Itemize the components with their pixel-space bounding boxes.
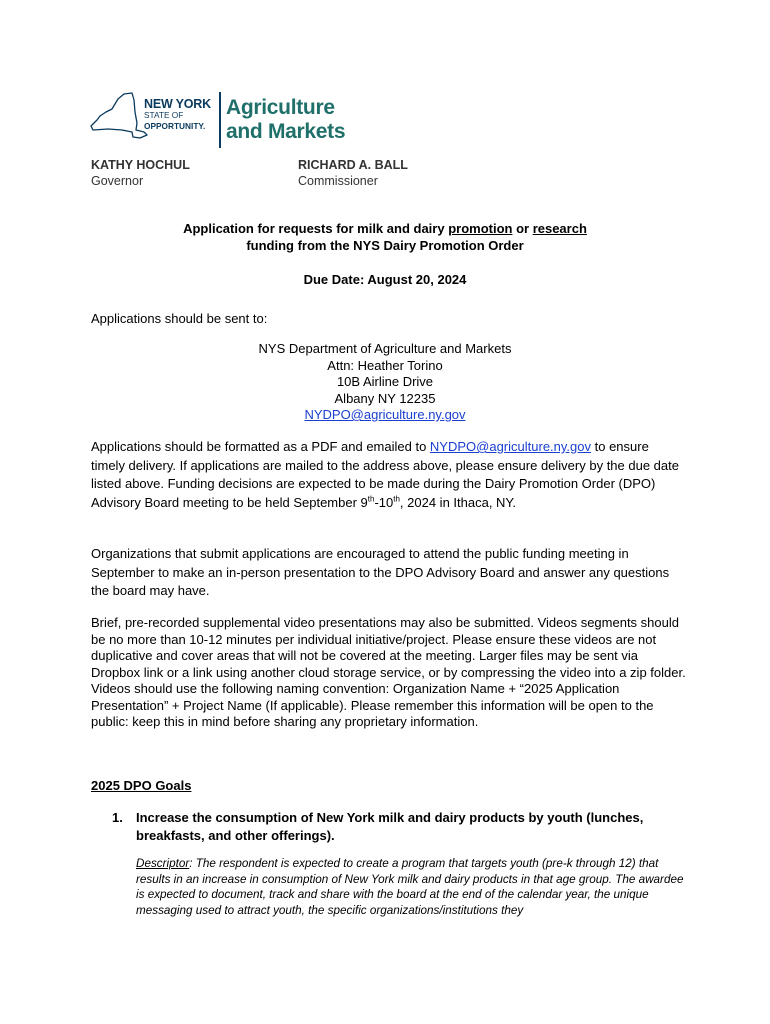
- descriptor-text: : The respondent is expected to create a program that targets youth (pre-k through 12) that results in an increase in consumption of New York milk and dairy products in that age group. The awardee is expected to document, track and share with the board at the end of the calendar year, the unique messaging used to attract youth, the specific organizations/institutions they: [136, 857, 684, 917]
- mailing-address: [0, 341, 770, 424]
- address-line2: Attn: Heather Torino: [327, 357, 443, 373]
- para1-sup2: th: [393, 494, 400, 504]
- agency-line2: and Markets: [226, 120, 346, 143]
- title-research: research: [532, 221, 587, 236]
- commissioner-name: RICHARD A. BALL: [298, 158, 408, 172]
- governor-title: Governor: [91, 174, 144, 188]
- descriptor-label: Descriptor: [136, 857, 190, 870]
- sent-to-label: Applications should be sent to:: [91, 311, 268, 326]
- para1-text-a: Applications should be formatted as a PDF and emailed to: [91, 439, 430, 454]
- due-date: Due Date: August 20, 2024: [303, 272, 467, 287]
- commissioner-block: [298, 157, 408, 189]
- video-paragraph: Brief, pre-recorded supplemental video presentations may also be submitted. Videos segments should be no more than 10-12 minutes per individual initiative/project. Please ensure these videos are not duplicative and cover areas that will not be covered at the meeting. Larger files may be sent via Dropbox link or a link using another cloud storage service, or by compressing the video into a zip folder. Videos should use the following naming convention: Organization Name + “2025 Application Presentation” + Project Name (If applicable). Please remember this information will be open to the public: keep this in mind before sharing any proprietary information.: [91, 615, 686, 729]
- title-part1: Application for requests for milk and dairy: [183, 221, 449, 236]
- ny-state-wordmark: [144, 99, 211, 132]
- agency-wordmark: [226, 96, 345, 144]
- agency-logo: [88, 92, 350, 148]
- title-promotion: promotion: [448, 221, 513, 236]
- governor-block: [91, 157, 190, 189]
- agency-line1: Agriculture: [226, 96, 335, 119]
- address-email-link[interactable]: NYDPO@agriculture.ny.gov: [304, 407, 466, 422]
- para1-text-b: to ensure timely delivery. If applications are mailed to the address above, please ensure delivery by the due date listed above. Funding decisions are expected to be made during the Dairy Promotion Order (DPO) Advisory Board meeting to be held September 9: [91, 439, 679, 510]
- goals-heading: 2025 DPO Goals: [91, 778, 192, 793]
- governor-name: KATHY HOCHUL: [91, 158, 190, 172]
- goal-descriptor: [136, 856, 691, 918]
- submission-paragraph: [91, 438, 686, 512]
- goal-text: Increase the consumption of New York milk and dairy products by youth (lunches, breakfasts, and other offerings).: [136, 810, 644, 843]
- title-line2: funding from the NYS Dairy Promotion Order: [246, 238, 524, 253]
- submission-email-link[interactable]: NYDPO@agriculture.ny.gov: [429, 439, 591, 454]
- new-york-state-outline-icon: [88, 92, 148, 142]
- para1-text-d: , 2024 in Ithaca, NY.: [399, 494, 517, 510]
- ny-line3: OPPORTUNITY.: [144, 121, 206, 131]
- goal-number: 1.: [112, 810, 123, 825]
- commissioner-title: Commissioner: [298, 174, 378, 188]
- presentation-paragraph: Organizations that submit applications are encouraged to attend the public funding meeting in September to make an in-person presentation to the DPO Advisory Board and answer any questions the board may have.: [91, 546, 670, 598]
- address-line1: NYS Department of Agriculture and Markets: [258, 341, 512, 356]
- address-line4: Albany NY 12235: [334, 390, 436, 406]
- document-title: [0, 220, 770, 254]
- title-or: or: [512, 221, 533, 236]
- title-line1: [0, 220, 770, 237]
- ny-line1: NEW YORK: [144, 97, 211, 111]
- logo-divider: [219, 92, 221, 148]
- para1-sup1: th: [367, 494, 375, 504]
- ny-line2: STATE OF: [144, 110, 184, 120]
- para1-text-c: -10: [374, 494, 394, 510]
- address-line3: 10B Airline Drive: [336, 374, 434, 389]
